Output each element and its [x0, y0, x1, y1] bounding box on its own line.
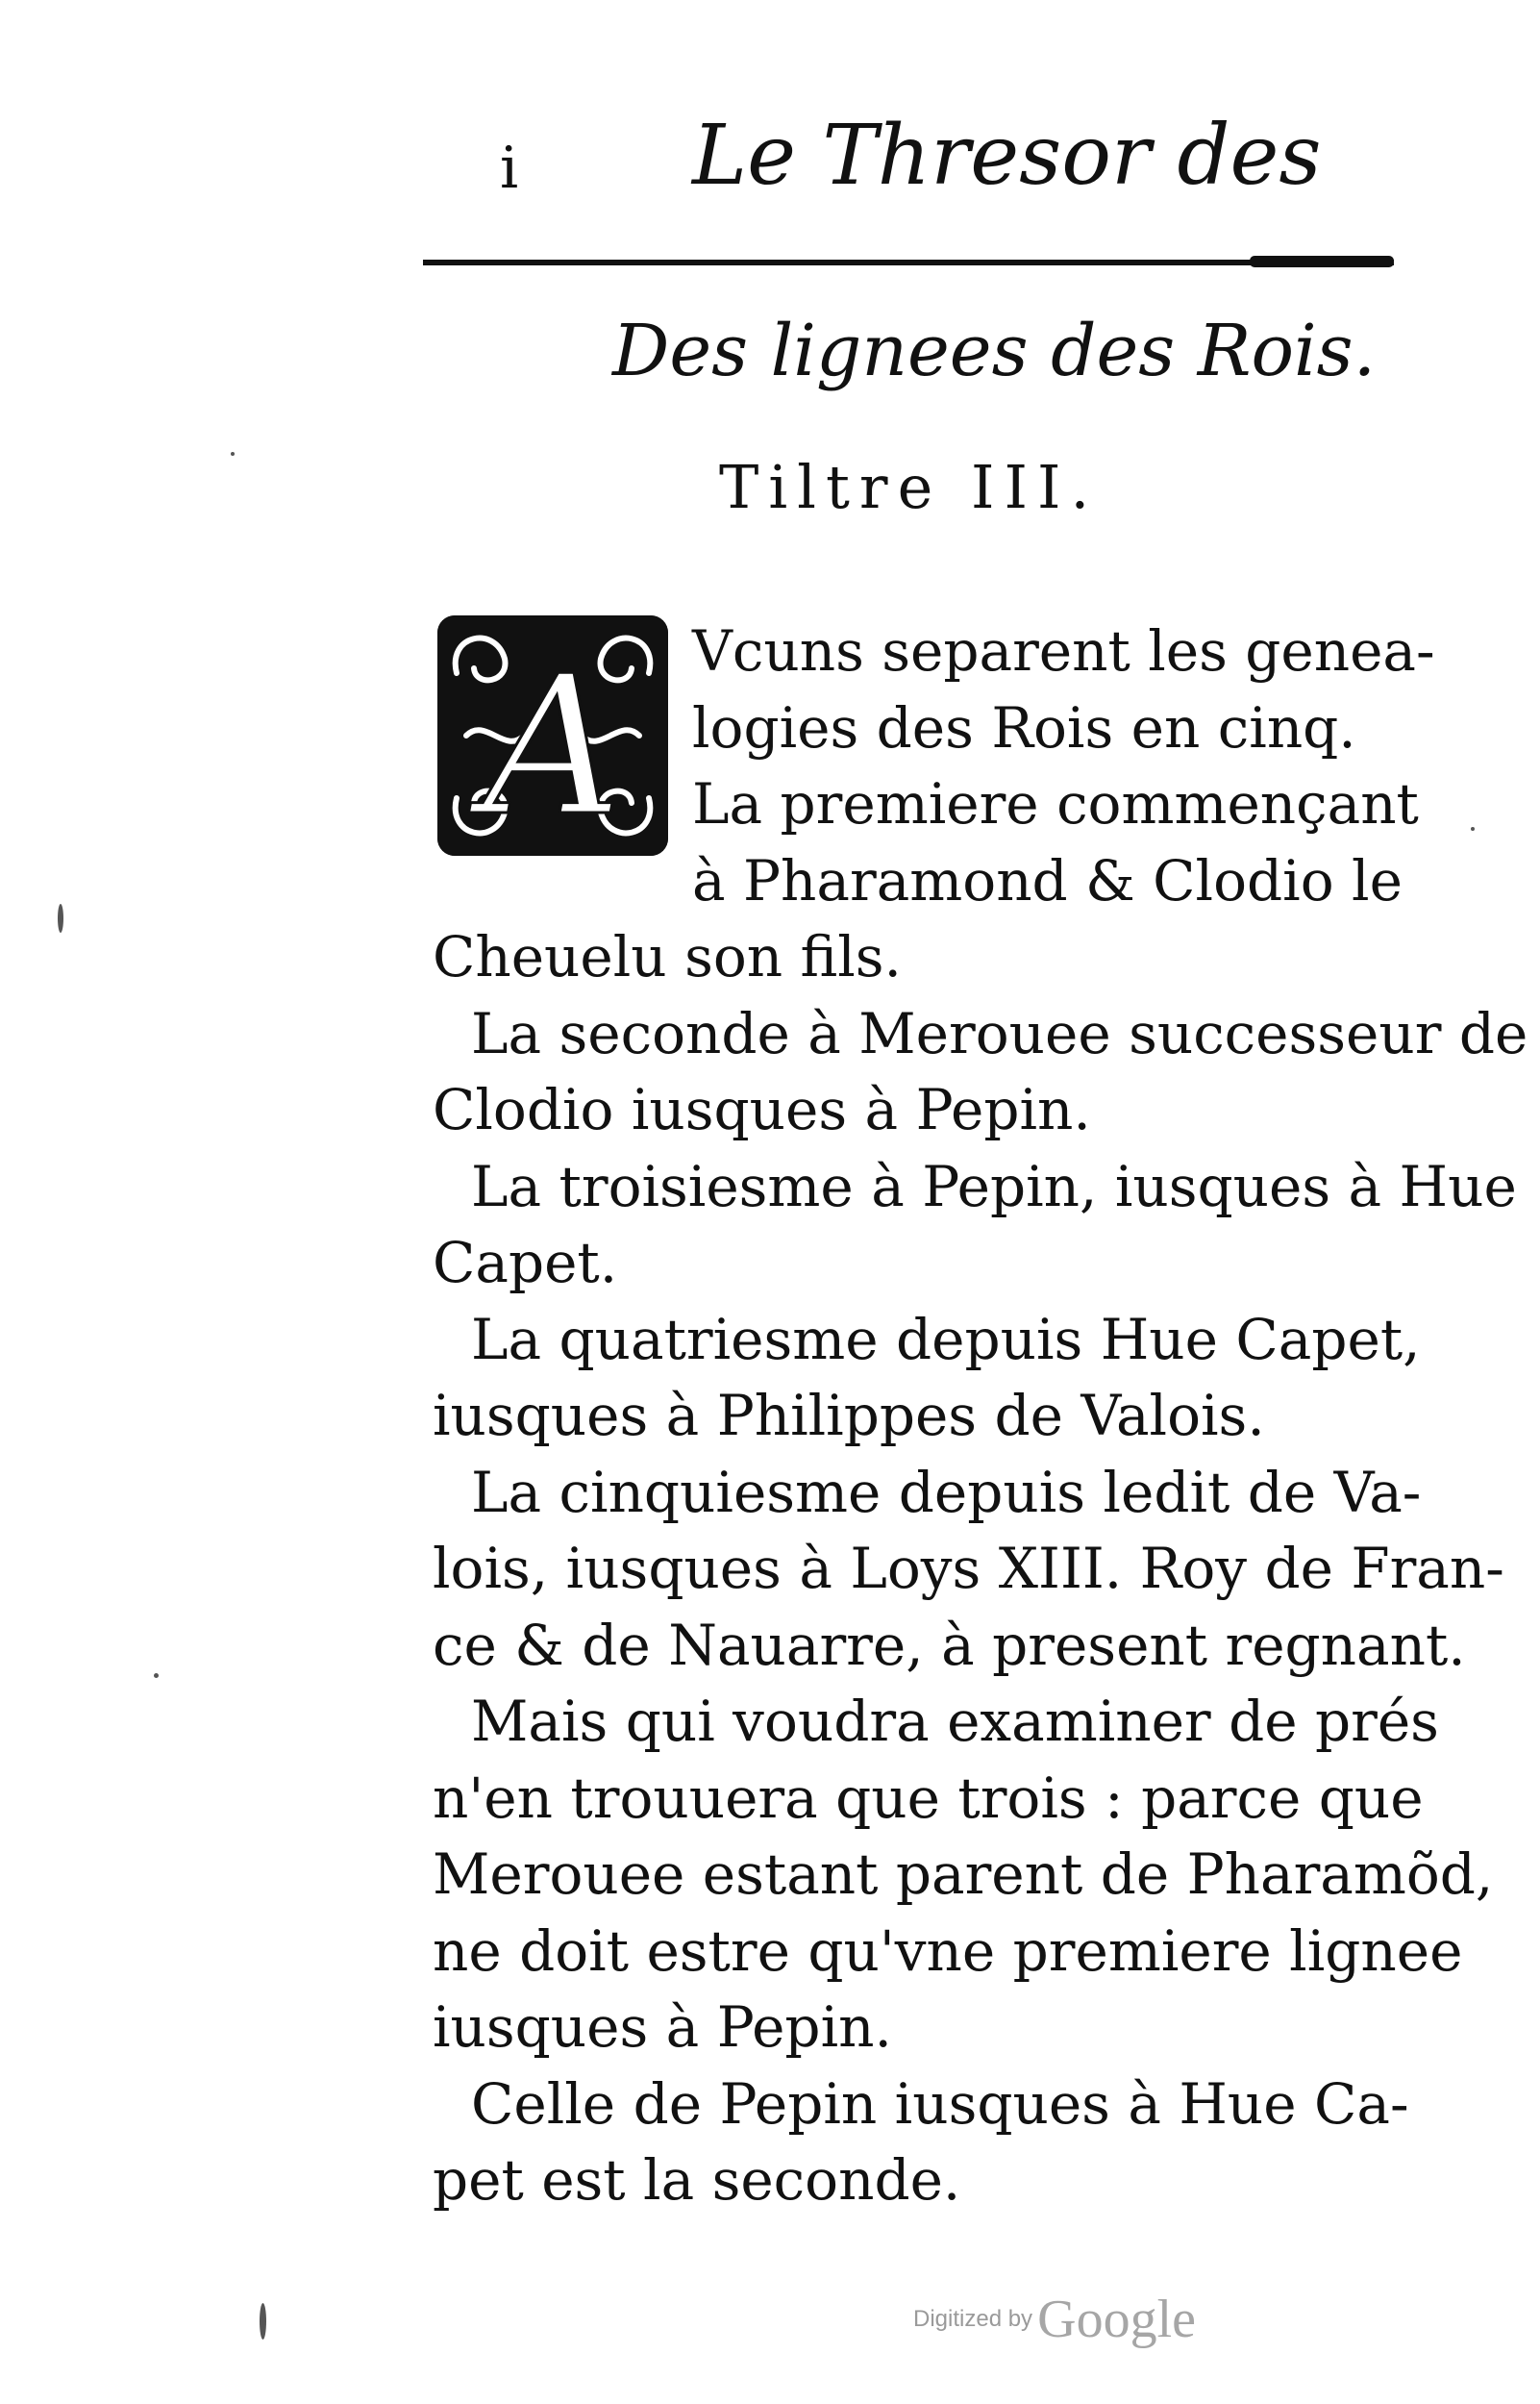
text-line: ce & de Nauarre, à present regnant. — [433, 1612, 1466, 1678]
speck — [154, 1673, 159, 1678]
text-line: ne doit estre qu'vne premiere lignee — [433, 1917, 1463, 1984]
google-logo-icon: Google — [1037, 2290, 1197, 2349]
text-line: Mais qui voudra examiner de prés — [471, 1689, 1439, 1754]
digitization-watermark — [913, 2289, 1196, 2350]
running-head — [423, 108, 1403, 213]
text-line: n'en trouuera que trois : parce que — [433, 1765, 1424, 1831]
watermark-prefix: Digitized by — [913, 2306, 1033, 2332]
text-line: Cheuelu son fils. — [433, 924, 902, 989]
speck — [1471, 827, 1475, 831]
text-line: Capet. — [433, 1230, 618, 1295]
text-line: Merouee estant parent de Pharamõd, — [433, 1841, 1494, 1907]
folio-number: i — [500, 135, 519, 202]
text-line: Celle de Pepin iusques à Hue Ca- — [471, 2070, 1409, 2137]
header-rule — [423, 260, 1394, 265]
ornamental-initial-a-icon — [437, 615, 668, 856]
text-line: La seconde à Merouee successeur de — [471, 1000, 1528, 1066]
text-line: pet est la seconde. — [433, 2147, 961, 2213]
text-line: Vcuns separent les genea- — [692, 618, 1435, 684]
text-line: iusques à Philippes de Valois. — [433, 1383, 1265, 1448]
header-rule-accent — [1250, 256, 1394, 267]
text-line: logies des Rois en cinq. — [692, 694, 1356, 761]
speck — [58, 904, 63, 933]
text-line: Clodio iusques à Pepin. — [433, 1077, 1091, 1142]
text-line: lois, iusques à Loys XIII. Roy de Fran- — [433, 1536, 1504, 1601]
svg-text:A: A — [483, 635, 623, 856]
section-title: Des lignees des Rois. — [612, 310, 1377, 392]
text-line: à Pharamond & Clodio le — [692, 847, 1403, 914]
running-head-title: Le Thresor des — [692, 108, 1322, 204]
text-line: iusques à Pepin. — [433, 1994, 892, 2060]
speck — [231, 452, 235, 456]
text-line: La cinquiesme depuis ledit de Va- — [471, 1459, 1422, 1525]
text-line: La quatriesme depuis Hue Capet, — [471, 1306, 1421, 1372]
text-line: La premiere commençant — [692, 771, 1419, 837]
chapter-heading: Tiltre III. — [719, 452, 1100, 522]
speck — [260, 2303, 266, 2340]
text-line: La troisiesme à Pepin, iusques à Hue — [471, 1153, 1517, 1219]
